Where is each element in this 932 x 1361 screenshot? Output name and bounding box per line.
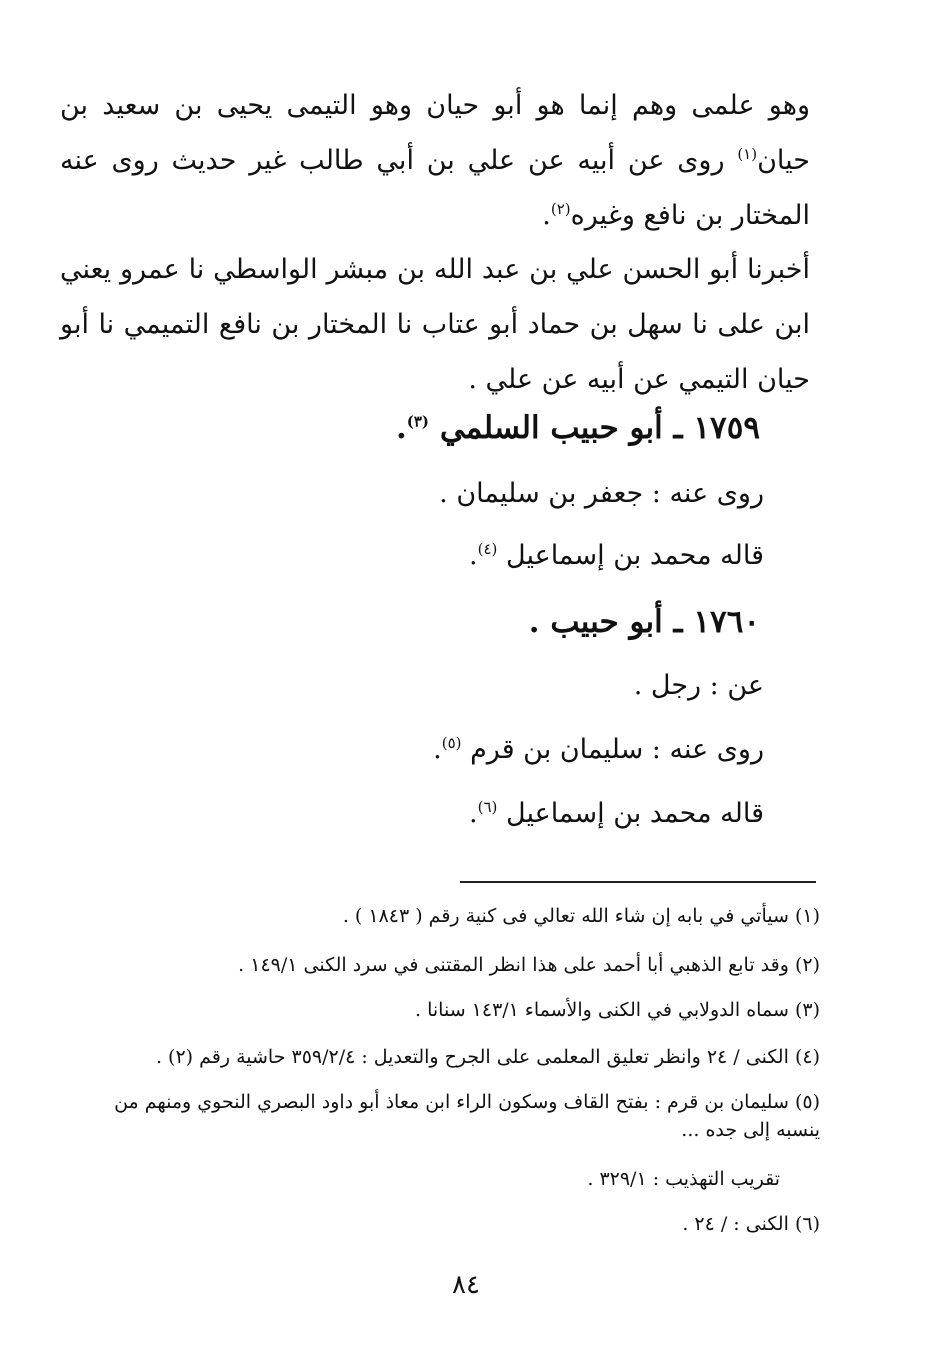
footnote-2-number: (٢) — [794, 954, 820, 976]
entry-1760-title: ١٧٦٠ ـ أبو حبيب . — [528, 604, 760, 640]
entry-1759-said-text: قاله محمد بن إسماعيل — [506, 540, 764, 571]
paragraph-2-text: أخبرنا أبو الحسن علي بن عبد الله بن مبشر الواسطي نا عمرو يعني ابن على نا سهل بن حماد أبو عتاب نا المختار بن نافع التميمي نا أبو حيان التيمي عن أبيه عن علي . — [60, 254, 810, 395]
footnote-1-text: سيأتي في بابه إن شاء الله تعالي فى كنية رقم ( ١٨٤٣ ) . — [342, 905, 789, 927]
footnote-6-text: الكنى : / ٢٤ . — [682, 1213, 789, 1235]
footnote-4-text: الكنى / ٢٤ وانظر تعليق المعلمى على الجرح والتعديل : ٣٥٩/٢/٤ حاشية رقم (٢) . — [155, 1046, 789, 1068]
entry-1759-narrated-by: روى عنه : جعفر بن سليمان . — [439, 478, 764, 509]
entry-1760-narrated-end: . — [433, 734, 442, 765]
footnote-ref-1: (١) — [737, 145, 758, 163]
footnote-4 — [70, 1043, 820, 1071]
footnote-5-source: تقريب التهذيب : ٣٢٩/١ . — [587, 1168, 780, 1190]
footnote-5 — [70, 1088, 820, 1144]
footnote-1-number: (١) — [794, 905, 820, 927]
entry-1759-title — [396, 410, 760, 446]
entry-1759-title-end: . — [395, 410, 407, 446]
page-number: ٨٤ — [452, 1270, 480, 1300]
footnote-4-number: (٤) — [794, 1046, 820, 1068]
entry-1760-said-by — [469, 798, 764, 829]
entry-1759-title-text: ١٧٥٩ ـ أبو حبيب السلمي — [439, 410, 760, 446]
footnote-ref-5: (٥) — [441, 734, 462, 752]
entry-1759-said-by — [469, 540, 764, 571]
footnote-3-text: سماه الدولابي في الكنى والأسماء ١٤٣/١ سنانا . — [415, 999, 789, 1021]
footnote-ref-2: (٢) — [550, 200, 571, 218]
footnote-ref-3: (٣) — [406, 412, 430, 431]
footnote-5-number: (٥) — [794, 1091, 820, 1113]
entry-1759-said-end: . — [469, 540, 478, 571]
footnote-1 — [70, 902, 820, 930]
footnote-ref-4: (٤) — [477, 540, 498, 558]
footnote-3-number: (٣) — [794, 999, 820, 1021]
paragraph-1-end: . — [542, 200, 551, 231]
paragraph-1 — [60, 78, 810, 243]
footnote-separator — [460, 881, 816, 883]
footnote-3 — [70, 996, 820, 1024]
footnote-5-text: سليمان بن قرم : بفتح القاف وسكون الراء ابن معاذ أبو داود البصري النحوي ومنهم من ينسبه إلى جده ... — [114, 1091, 820, 1141]
entry-1760-from: عن : رجل . — [633, 670, 764, 701]
entry-1760-said-text: قاله محمد بن إسماعيل — [506, 798, 764, 829]
paragraph-1-text-cont: روى عن أبيه عن علي بن أبي طالب غير حديث روى عنه المختار بن نافع وغيره — [60, 145, 810, 231]
entry-1760-narrated-text: روى عنه : سليمان بن قرم — [470, 734, 764, 765]
paragraph-1-text: وهو علمى وهم إنما هو أبو حيان وهو التيمى يحيى بن سعيد بن حيان — [60, 90, 810, 176]
footnote-2-text: وقد تابع الذهبي أبا أحمد على هذا انظر المقتنى في سرد الكنى ١٤٩/١ . — [238, 954, 789, 976]
paragraph-2 — [60, 242, 810, 407]
entry-1760-narrated-by — [433, 734, 764, 765]
footnote-ref-6: (٦) — [477, 798, 498, 816]
footnote-6-number: (٦) — [794, 1213, 820, 1235]
footnote-2 — [70, 951, 820, 979]
footnote-6 — [70, 1210, 820, 1238]
entry-1760-said-end: . — [469, 798, 478, 829]
